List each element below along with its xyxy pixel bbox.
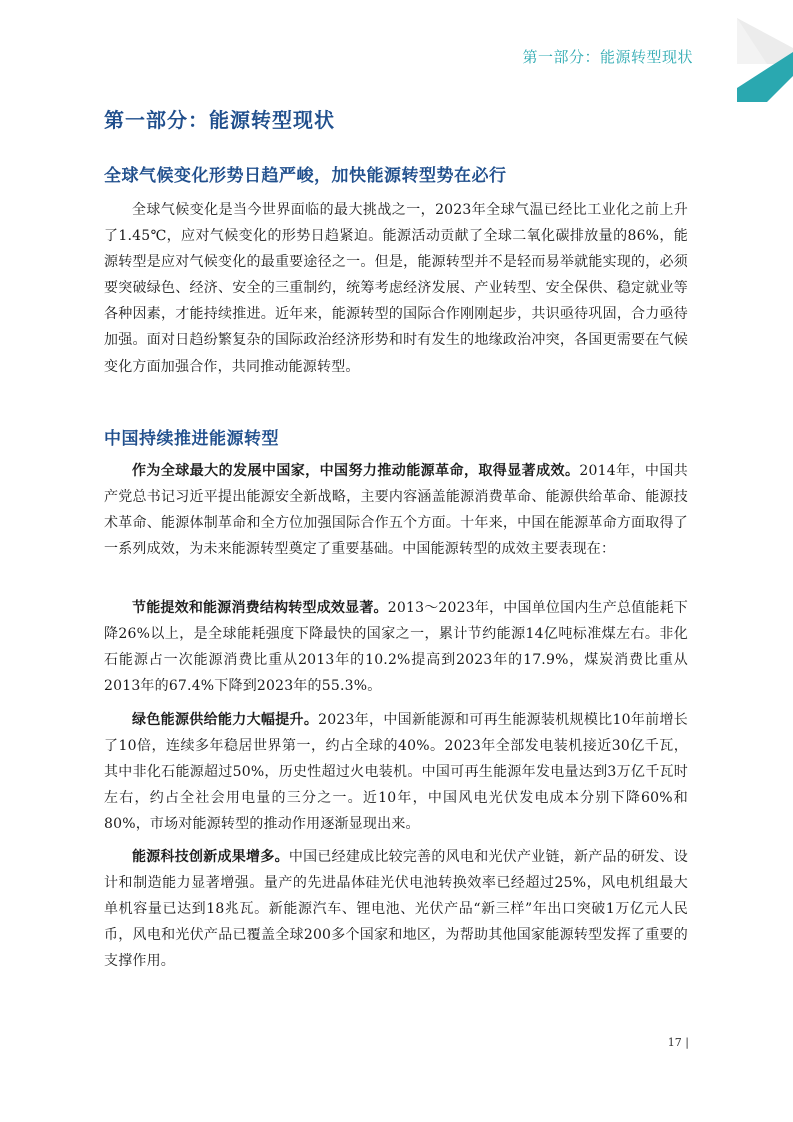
section-heading-global-climate: 全球气候变化形势日趋严峻，加快能源转型势在必行 <box>104 166 507 186</box>
paragraph-text: 全球气候变化是当今世界面临的最大挑战之一，2023年全球气温已经比工业化之前上升了1.45℃，应对气候变化的形势日趋紧迫。能源活动贡献了全球二氧化碳排放量的86%，能源转型是应对气候变化的最重要途径之一。但是，能源转型并不是轻而易举就能实现的，必须要突破绿色、经济、安全的三重制约，统筹考虑经济发展、产业转型、安全保供、稳定就业等各种因素，才能持续推进。近年来，能源转型的国际合作刚刚起步，共识亟待巩固，合力亟待加强。面对日趋纷繁复杂的国际政治经济形势和时有发生的地缘政治冲突，各国更需要在气候变化方面加强合作，共同推动能源转型。 <box>104 202 688 375</box>
page-number: 17 | <box>667 1036 689 1049</box>
corner-decoration <box>737 18 793 102</box>
paragraph-lead: 能源科技创新成果增多。 <box>132 849 289 865</box>
paragraph-lead: 绿色能源供给能力大幅提升。 <box>132 712 319 728</box>
paragraph-text: 2023年，中国新能源和可再生能源装机规模比10年前增长了10倍，连续多年稳居世界第一，约占全球的40%。2023年全部发电装机接近30亿千瓦，其中非化石能源超过50%，历史性超过火电装机。中国可再生能源年发电量达到3万亿千瓦时左右，约占全社会用电量的三分之一。近10年，中国风电光伏发电成本分别下降60%和80%，市场对能源转型的推动作用逐渐显现出来。 <box>104 712 688 833</box>
section-heading-china-transition: 中国持续推进能源转型 <box>104 429 279 449</box>
paragraph-lead: 作为全球最大的发展中国家，中国努力推动能源革命，取得显著成效。 <box>132 463 580 479</box>
paragraph-china-intro <box>104 458 688 562</box>
paragraph-global-climate <box>104 197 688 380</box>
paragraph-green-supply <box>104 707 688 837</box>
paragraph-text: 中国已经建成比较完善的风电和光伏产业链，新产品的研发、设计和制造能力显著增强。量产的先进晶体硅光伏电池转换效率已经超过25%，风电机组最大单机容量已达到18兆瓦。新能源汽车、锂电池、光伏产品“新三样”年出口突破1万亿元人民币，风电和光伏产品已覆盖全球200多个国家和地区，为帮助其他国家能源转型发挥了重要的支撑作用。 <box>104 849 688 970</box>
paragraph-energy-efficiency <box>104 595 688 699</box>
paragraph-lead: 节能提效和能源消费结构转型成效显著。 <box>132 600 388 616</box>
paragraph-tech-innovation <box>104 844 688 974</box>
running-header: 第一部分：能源转型现状 <box>522 48 693 66</box>
paragraph-text: 2013～2023年，中国单位国内生产总值能耗下降26%以上，是全球能耗强度下降最快的国家之一，累计节约能源14亿吨标准煤左右。非化石能源占一次能源消费比重从2013年的10.2%提高到2023年的17.9%，煤炭消费比重从2013年的67.4%下降到2023年的55.3%。 <box>104 600 688 695</box>
paragraph-text: 2014年，中国共产党总书记习近平提出能源安全新战略，主要内容涵盖能源消费革命、能源供给革命、能源技术革命、能源体制革命和全方位加强国际合作五个方面。十年来，中国在能源革命方面取得了一系列成效，为未来能源转型奠定了重要基础。中国能源转型的成效主要表现在： <box>104 463 688 558</box>
part-title: 第一部分：能源转型现状 <box>104 108 335 132</box>
